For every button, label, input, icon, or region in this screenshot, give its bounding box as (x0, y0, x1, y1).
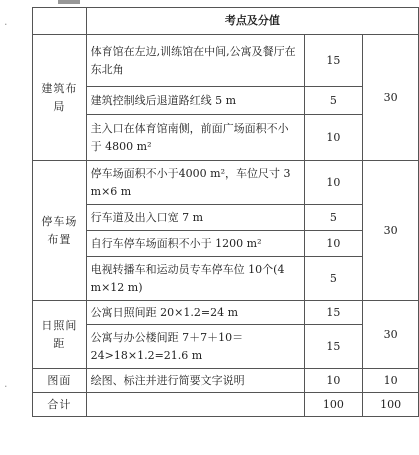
table-row (33, 301, 419, 325)
table-header: 考点及分值 (86, 8, 418, 35)
total-score: 100 (304, 393, 363, 417)
item-text: 自行车停车场面积不小于 1200 m² (86, 231, 304, 257)
item-text: 绘图、标注并进行简要文字说明 (86, 369, 304, 393)
item-text: 停车场面积不小于4000 m²，车位尺寸 3 m×6 m (86, 161, 304, 205)
item-score: 15 (304, 325, 363, 369)
table-row (33, 369, 419, 393)
total-row (33, 393, 419, 417)
category-label: 日照间距 (33, 301, 87, 369)
item-score: 10 (304, 369, 363, 393)
table-row (33, 87, 419, 115)
table-row (33, 161, 419, 205)
item-score: 15 (304, 35, 363, 87)
item-text (86, 393, 304, 417)
item-text: 电视转播车和运动员专车停车位 10个(4 m×12 m) (86, 257, 304, 301)
category-subtotal: 30 (363, 35, 419, 161)
margin-mark: · (4, 18, 8, 31)
item-text: 行车道及出入口宽 7 m (86, 205, 304, 231)
item-score: 10 (304, 231, 363, 257)
table-row (33, 205, 419, 231)
item-score: 10 (304, 161, 363, 205)
margin-mark: · (4, 380, 8, 393)
item-score: 5 (304, 257, 363, 301)
table-row (33, 257, 419, 301)
top-edge-mark (58, 0, 80, 4)
header-blank (33, 8, 87, 35)
item-score: 5 (304, 87, 363, 115)
table-row (33, 35, 419, 87)
category-subtotal: 30 (363, 161, 419, 301)
item-text: 公寓日照间距 20×1.2=24 m (86, 301, 304, 325)
item-text: 体育馆在左边,训练馆在中间,公寓及餐厅在东北角 (86, 35, 304, 87)
item-text: 主入口在体育馆南侧，前面广场面积不小于 4800 m² (86, 115, 304, 161)
item-score: 10 (304, 115, 363, 161)
item-text: 建筑控制线后退道路红线 5 m (86, 87, 304, 115)
total-subtotal: 100 (363, 393, 419, 417)
category-label: 建筑布局 (33, 35, 87, 161)
scoring-table-wrapper (32, 7, 419, 417)
table-row (33, 325, 419, 369)
header-row (33, 8, 419, 35)
item-score: 15 (304, 301, 363, 325)
category-label: 停车场布置 (33, 161, 87, 301)
item-score: 5 (304, 205, 363, 231)
category-subtotal: 30 (363, 301, 419, 369)
total-label: 合计 (33, 393, 87, 417)
category-label: 图面 (33, 369, 87, 393)
scoring-table (32, 7, 419, 417)
item-text: 公寓与办公楼间距 7＋7＋10＝24>18×1.2=21.6 m (86, 325, 304, 369)
table-row (33, 115, 419, 161)
category-subtotal: 10 (363, 369, 419, 393)
table-row (33, 231, 419, 257)
